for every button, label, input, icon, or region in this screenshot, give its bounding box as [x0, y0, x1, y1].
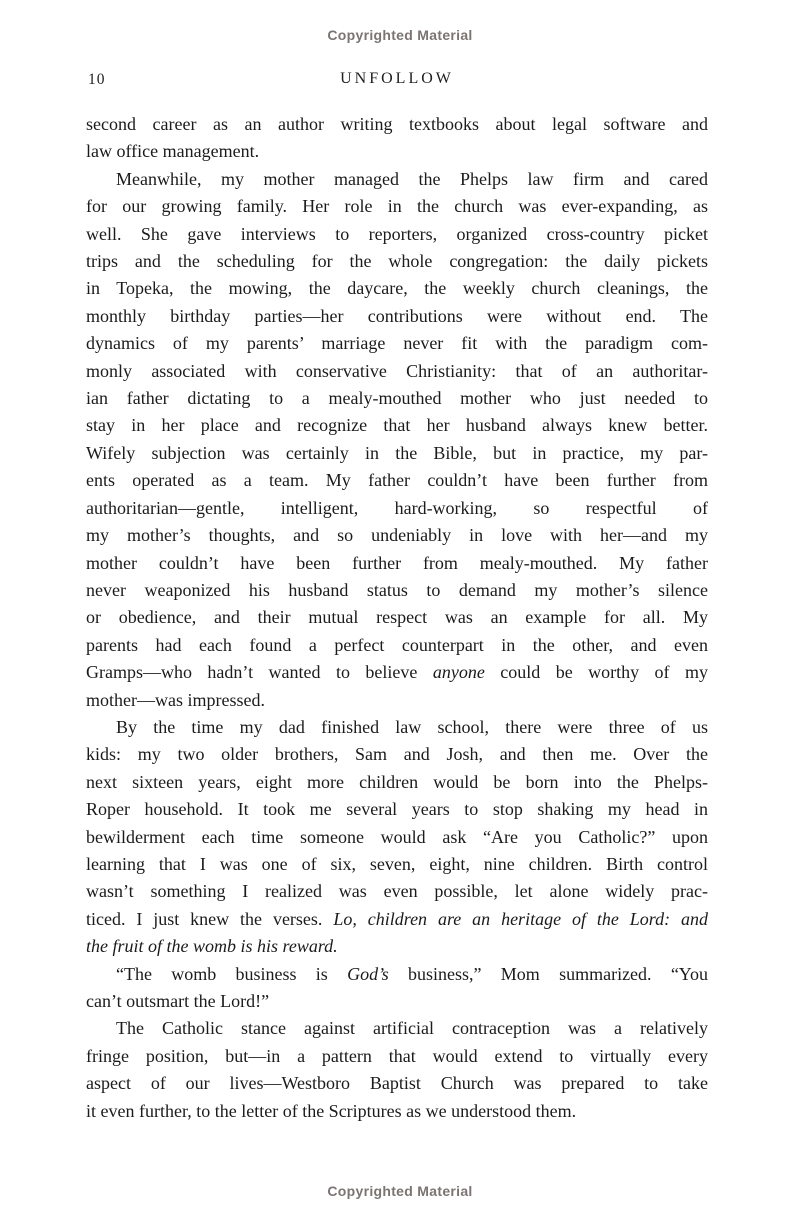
- text-segment: bewilderment each time someone would ask “Are you Catholic?” upon: [86, 826, 708, 847]
- text-segment: monly associated with conservative Christianity: that of an authoritar-: [86, 360, 708, 381]
- text-line: [86, 659, 708, 686]
- text-segment: Meanwhile, my mother managed the Phelps law firm and cared: [116, 168, 708, 189]
- text-segment: Gramps—who hadn’t wanted to believe: [86, 662, 433, 683]
- copyright-notice-bottom: Copyrighted Material: [327, 1183, 473, 1199]
- text-line: [86, 358, 708, 385]
- italic-text-segment: the fruit of the womb is his reward.: [86, 936, 338, 957]
- text-segment: fringe position, but—in a pattern that would extend to virtually every: [86, 1045, 708, 1066]
- text-segment: in Topeka, the mowing, the daycare, the weekly church cleanings, the: [86, 278, 708, 299]
- text-line: [86, 824, 708, 851]
- text-line: [86, 522, 708, 549]
- text-segment: well. She gave interviews to reporters, organized cross-country picket: [86, 223, 708, 244]
- text-line: [86, 632, 708, 659]
- body-text: [86, 111, 708, 1125]
- text-line: [86, 878, 708, 905]
- text-segment: wasn’t something I realized was even possible, let alone widely prac-: [86, 881, 708, 902]
- text-segment: can’t outsmart the Lord!”: [86, 991, 270, 1011]
- text-line: [86, 385, 708, 412]
- text-line: [86, 906, 708, 933]
- text-segment: business,” Mom summarized. “You: [388, 963, 709, 984]
- text-segment: ian father dictating to a mealy-mouthed mother who just needed to: [86, 388, 708, 409]
- text-segment: never weaponized his husband status to demand my mother’s silence: [86, 579, 708, 600]
- text-line: [86, 303, 708, 330]
- text-line: [86, 604, 708, 631]
- text-line: [86, 248, 708, 275]
- text-segment: for our growing family. Her role in the church was ever-expanding, as: [86, 196, 708, 217]
- text-segment: my mother’s thoughts, and so undeniably in love with her—and my: [86, 525, 708, 546]
- text-line: [86, 495, 708, 522]
- text-segment: parents had each found a perfect counterpart in the other, and even: [86, 634, 708, 655]
- text-line: [86, 440, 708, 467]
- text-line: [86, 1070, 708, 1097]
- text-line: [86, 412, 708, 439]
- text-segment: ents operated as a team. My father couldn’t have been further from: [86, 470, 708, 491]
- text-line: [86, 467, 708, 494]
- text-segment: law office management.: [86, 141, 260, 162]
- text-line: [86, 988, 708, 1015]
- text-line: [86, 1098, 708, 1125]
- text-line: [86, 961, 708, 988]
- text-line: [86, 714, 708, 741]
- text-segment: aspect of our lives—Westboro Baptist Church was prepared to take: [86, 1073, 708, 1094]
- text-line: [86, 687, 708, 714]
- text-line: [86, 111, 708, 138]
- text-segment: or obedience, and their mutual respect was an example for all. My: [86, 607, 708, 628]
- text-segment: ticed. I just knew the verses.: [86, 908, 334, 929]
- text-line: [86, 1043, 708, 1070]
- text-segment: “The womb business is: [116, 963, 348, 984]
- text-line: [86, 550, 708, 577]
- text-segment: dynamics of my parents’ marriage never fit with the paradigm com-: [86, 333, 708, 354]
- copyright-notice-top: Copyrighted Material: [327, 27, 473, 43]
- text-line: [86, 796, 708, 823]
- text-segment: stay in her place and recognize that her husband always knew better.: [86, 415, 708, 436]
- text-segment: second career as an author writing textbooks about legal software and: [86, 114, 708, 134]
- text-line: [86, 933, 708, 960]
- text-line: [86, 275, 708, 302]
- text-segment: could be worthy of my: [484, 662, 709, 683]
- text-segment: By the time my dad finished law school, there were three of us: [116, 716, 708, 737]
- text-segment: mother couldn’t have been further from mealy-mouthed. My father: [86, 552, 708, 573]
- page-header: [86, 70, 708, 92]
- text-segment: learning that I was one of six, seven, eight, nine children. Birth control: [86, 853, 708, 874]
- text-line: [86, 577, 708, 604]
- italic-text-segment: Lo, children are an heritage of the Lord: and: [333, 908, 708, 929]
- text-segment: it even further, to the letter of the Scriptures as we understood them.: [86, 1100, 577, 1121]
- text-line: [86, 851, 708, 878]
- text-segment: trips and the scheduling for the whole congregation: the daily pickets: [86, 251, 708, 272]
- text-line: [86, 193, 708, 220]
- text-segment: monthly birthday parties—her contributions were without end. The: [86, 305, 708, 326]
- text-line: [86, 221, 708, 248]
- text-segment: next sixteen years, eight more children would be born into the Phelps-: [86, 771, 708, 792]
- italic-text-segment: anyone: [432, 662, 485, 683]
- text-line: [86, 741, 708, 768]
- text-line: [86, 769, 708, 796]
- italic-text-segment: God’s: [347, 963, 389, 984]
- running-title: UNFOLLOW: [340, 70, 454, 87]
- text-segment: Wifely subjection was certainly in the Bible, but in practice, my par-: [86, 442, 708, 463]
- page-number: 10: [88, 71, 106, 88]
- text-segment: mother—was impressed.: [86, 689, 265, 710]
- text-line: [86, 1015, 708, 1042]
- text-segment: The Catholic stance against artificial contraception was a relatively: [116, 1018, 708, 1039]
- text-line: [86, 138, 708, 165]
- text-segment: kids: my two older brothers, Sam and Josh, and then me. Over the: [86, 744, 708, 765]
- text-segment: Roper household. It took me several years to stop shaking my head in: [86, 799, 708, 820]
- text-segment: authoritarian—gentle, intelligent, hard-working, so respectful of: [86, 497, 708, 518]
- text-line: [86, 330, 708, 357]
- text-line: [86, 166, 708, 193]
